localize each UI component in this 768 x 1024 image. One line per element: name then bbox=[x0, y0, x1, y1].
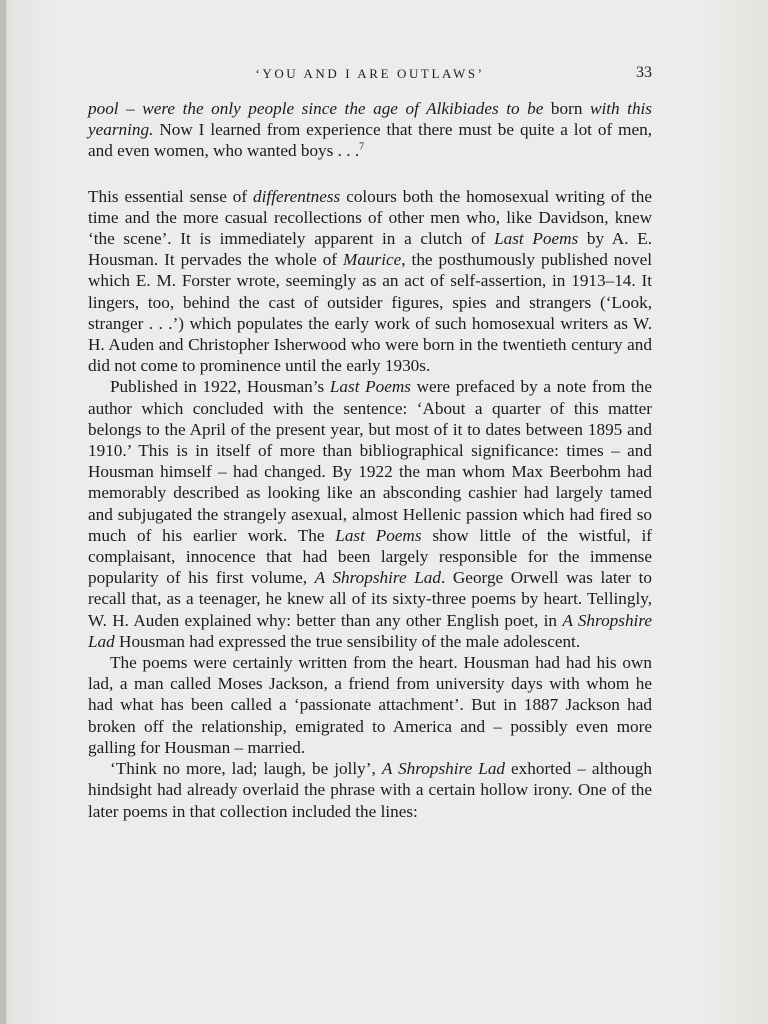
page-gutter-shadow bbox=[0, 0, 6, 1024]
text-span: pool – were the only people since the age of Alkibiades to be bbox=[88, 99, 551, 118]
text-span: Last Poems bbox=[494, 229, 579, 249]
text-span: ‘Think no more, lad; laugh, be jolly’, bbox=[110, 759, 382, 779]
text-span: A Shropshire Lad bbox=[88, 610, 652, 651]
paragraph-2 bbox=[88, 186, 652, 377]
text-span: by A. E. Housman. It pervades the whole of bbox=[88, 229, 652, 270]
page-header bbox=[88, 64, 652, 86]
text-span: born bbox=[550, 99, 590, 118]
text-span: Last Poems bbox=[329, 377, 411, 397]
text-span: Now I learned from experience that there must be quite a lot of men, and even women, who wanted boys . . . bbox=[88, 120, 652, 161]
text-span: The poems were certainly written from the heart. Housman had had his own lad, a man called Moses Jackson, a friend from university days with whom he had what has been called a ‘passionate attachment’. But in 1887 Jackson had broken off the relationship, emigrated to America and – possibly even more galling for Housman – married. bbox=[88, 653, 652, 757]
text-span: colours both the homosexual writing of the time and the more casual recollections of other men who, like Davidson, knew ‘the scene’. It is immediately apparent in a clutch of bbox=[88, 186, 652, 249]
text-span: were prefaced by a note from the author which concluded with the sentence: ‘About a quarter of this matter belongs to the April of the present year, but most of it to dates between 1895 and 1910.’ This is in itself of more than bibliographical significance: times – and Housman himself – had changed. By 1922 the man whom Max Beerbohm had memorably described as looking like an absconding cashier had largely tamed and subjugated the strangely asexual, almost Hellenic passion which had fired so much of his earlier work. The bbox=[88, 377, 652, 545]
text-span: with this yearning. bbox=[88, 99, 652, 140]
text-span: A Shropshire Lad bbox=[381, 759, 506, 779]
paragraph-3 bbox=[88, 376, 652, 652]
text-span: This essential sense of bbox=[88, 186, 254, 206]
text-span: . George Orwell was later to recall that, as a teenager, he knew all of its sixty-three poems by heart. Tellingly, W. H. Auden explained why: better than any other English poet, in bbox=[88, 568, 652, 630]
text-span: Published in 1922, Housman’s bbox=[110, 377, 330, 397]
paragraph-5 bbox=[88, 758, 652, 822]
text-span: Maurice bbox=[343, 250, 402, 270]
paragraph-4 bbox=[88, 652, 652, 758]
text-span: , the posthumously published novel which E. M. Forster wrote, seemingly as an act of self-assertion, in 1913–14. It lingers, too, behind the cast of outsider figures, spies and strangers (‘Look, stranger . . .’) which populates the early work of such homosexual writers as W. H. Auden and Christopher Isherwood who were born in the twentieth century and did not come to prominence until the early 1930s. bbox=[88, 250, 652, 376]
body-text bbox=[88, 98, 652, 822]
page-number: 33 bbox=[636, 64, 652, 81]
running-head: ‘YOU AND I ARE OUTLAWS’ bbox=[255, 66, 485, 81]
text-span: show little of the wistful, if complaisant, innocence that had been largely responsible for the immense popularity of his first volume, bbox=[88, 525, 652, 588]
text-span: Housman had expressed the true sensibility of the male adolescent. bbox=[114, 631, 581, 651]
text-span: A Shropshire Lad bbox=[314, 568, 441, 588]
paragraph-1 bbox=[88, 98, 652, 162]
text-span: differentness bbox=[253, 186, 341, 206]
text-span: Last Poems bbox=[335, 525, 422, 545]
text-span: exhorted – although hindsight had already overlaid the phrase with a certain hollow irony. One of the later poems in that collection included the lines: bbox=[88, 759, 652, 821]
footnote-marker: 7 bbox=[359, 141, 365, 153]
